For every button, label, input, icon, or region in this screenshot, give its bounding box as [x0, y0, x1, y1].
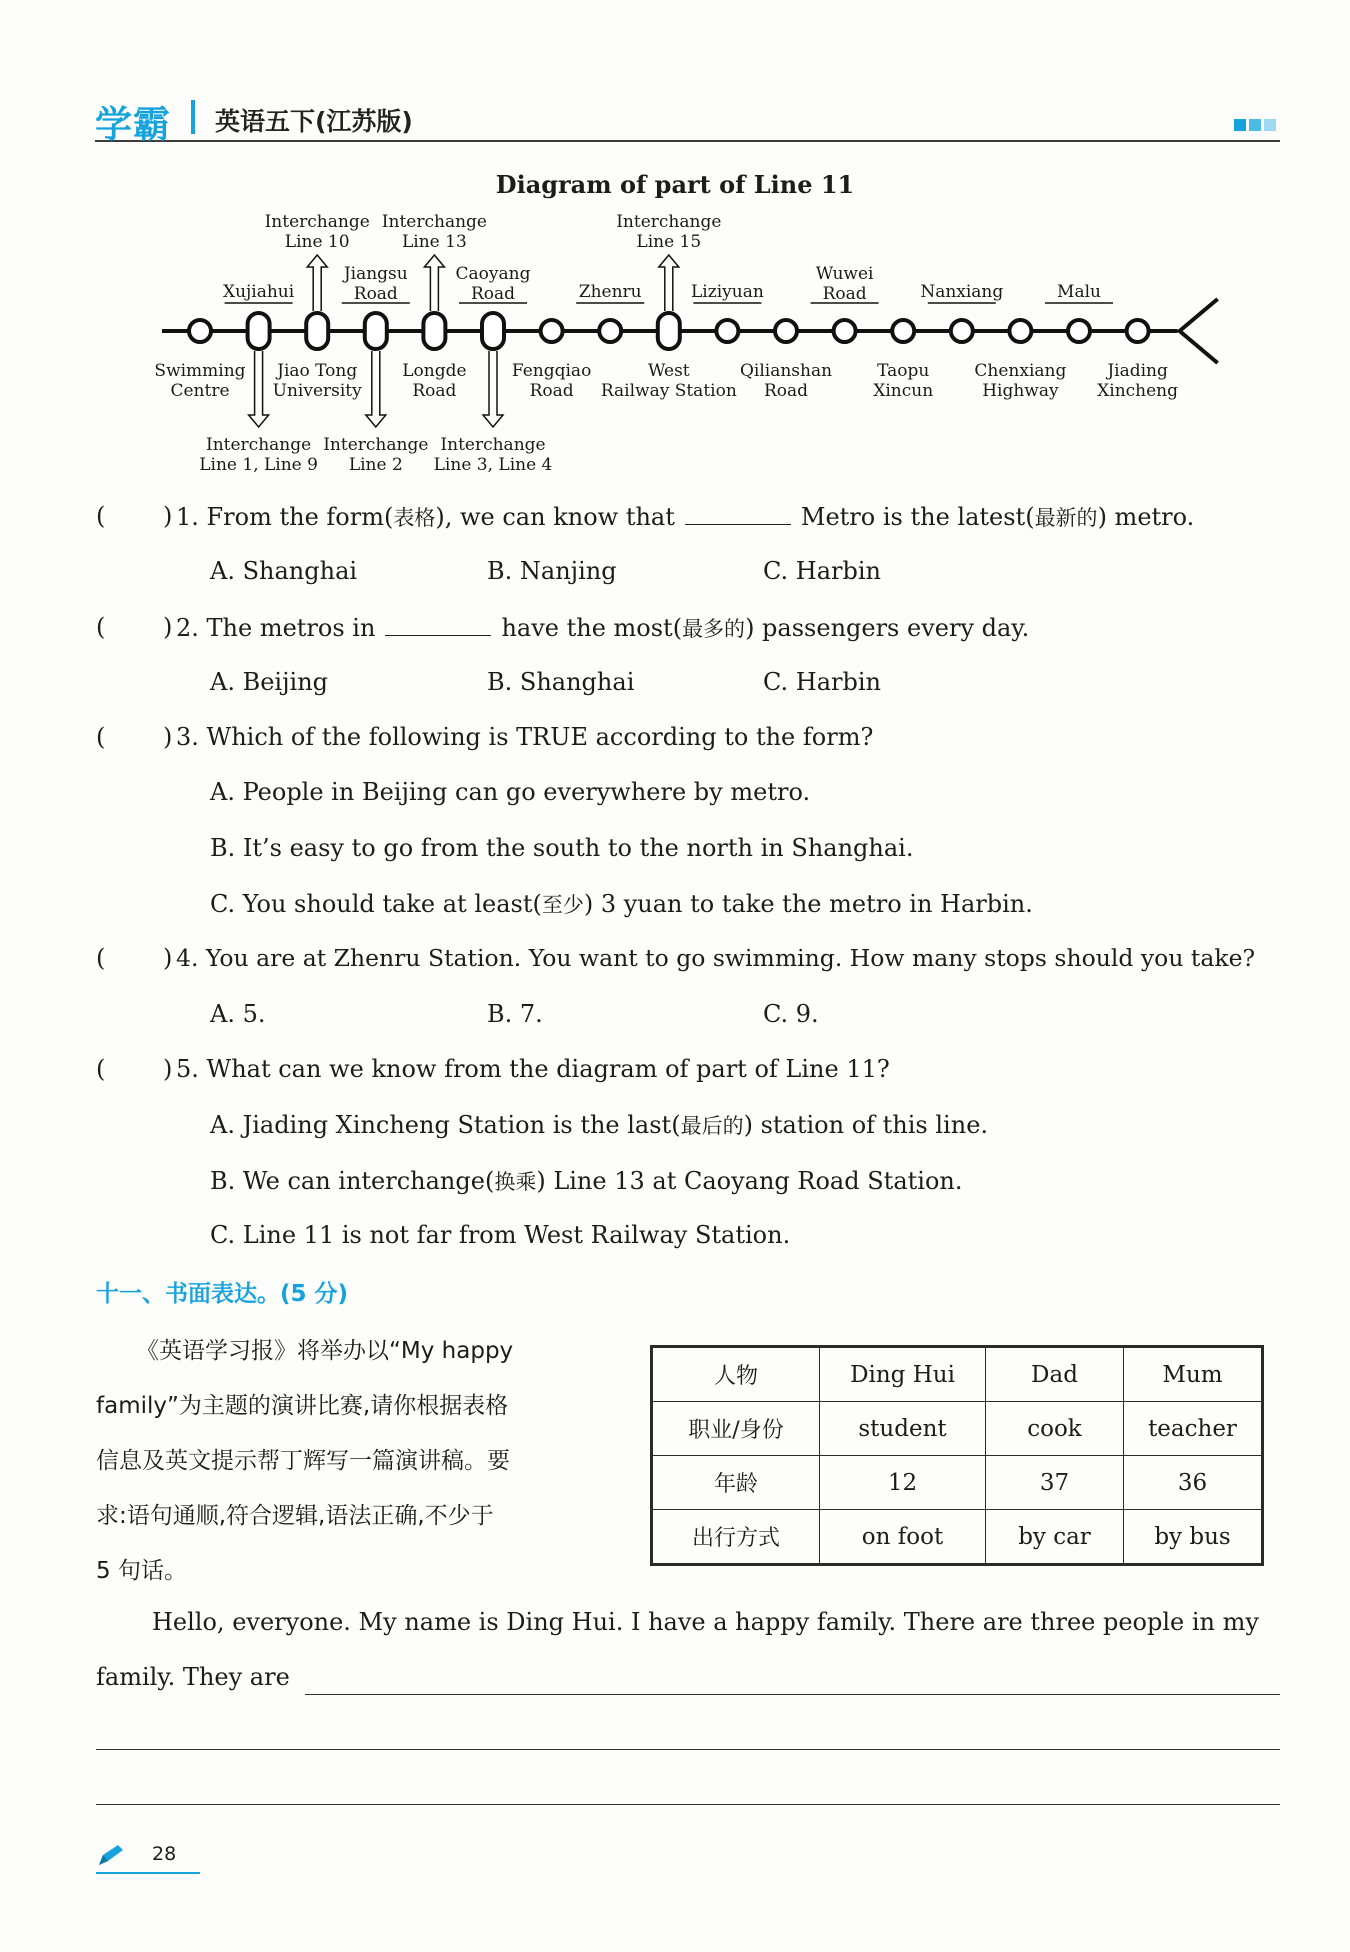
table-cell: Ding Hui	[820, 1347, 986, 1402]
interchange-station-marker	[423, 313, 445, 349]
option-3b[interactable]: B. It’s easy to go from the south to the north in Shanghai.	[210, 834, 914, 862]
answer-paren-1[interactable]: (	[96, 502, 106, 530]
option-1c[interactable]: C. Harbin	[763, 557, 881, 585]
essay-prompt: family. They are	[96, 1663, 290, 1691]
page-number: 28	[152, 1843, 177, 1865]
intro-line-3: 信息及英文提示帮丁辉写一篇演讲稿。要	[96, 1448, 510, 1474]
option-4a[interactable]: A. 5.	[210, 1000, 266, 1028]
option-3a[interactable]: A. People in Beijing can go everywhere by metro.	[210, 778, 811, 806]
intro-line-5: 5 句话。	[96, 1558, 187, 1584]
table-cell: 12	[820, 1456, 986, 1510]
station-label-west: West Railway Station	[600, 361, 737, 401]
answer-paren-2[interactable]: (	[96, 613, 106, 641]
table-row	[652, 1456, 1263, 1510]
interchange-label-jiangsu: Interchange Line 2	[323, 435, 429, 475]
interchange-station-marker	[248, 313, 270, 349]
table-cell: 37	[986, 1456, 1124, 1510]
option-2c[interactable]: C. Harbin	[763, 668, 881, 696]
station-marker	[1009, 320, 1031, 342]
table-cell: by bus	[1124, 1510, 1263, 1565]
station-label-zhenru: Zhenru	[578, 282, 642, 302]
interchange-station-marker	[658, 313, 680, 349]
station-label-wuwei: Wuwei Road	[815, 264, 874, 304]
table-cell: by car	[986, 1510, 1124, 1565]
answer-paren-5[interactable]: (	[96, 1055, 106, 1083]
intro-line-2: family”为主题的演讲比赛,请你根据表格	[96, 1393, 509, 1419]
option-2a[interactable]: A. Beijing	[210, 668, 329, 696]
station-marker	[775, 320, 797, 342]
answer-blank[interactable]	[385, 634, 491, 636]
station-marker	[1127, 320, 1149, 342]
station-label-fengqiao: Fengqiao Road	[511, 361, 592, 401]
writing-line[interactable]	[96, 1748, 1280, 1750]
station-label-xujiahui: Xujiahui	[222, 282, 295, 302]
question-2: 2. The metros in have the most(最多的) passengers every day.	[176, 614, 1030, 642]
table-cell: student	[820, 1402, 986, 1456]
interchange-arrow-down	[249, 351, 269, 427]
interchange-label-longde: Interchange Line 13	[381, 212, 487, 252]
diagram-title: Diagram of part of Line 11	[495, 170, 855, 199]
option-5b[interactable]: B. We can interchange(换乘) Line 13 at Caoyang Road Station.	[210, 1167, 963, 1195]
writing-line[interactable]	[96, 1803, 1280, 1805]
interchange-label-xujiahui: Interchange Line 1, Line 9	[199, 435, 318, 475]
table-cell: 36	[1124, 1456, 1263, 1510]
station-marker	[834, 320, 856, 342]
intro-line-1: 《英语学习报》将举办以“My happy	[136, 1338, 514, 1364]
station-label-swimming: Swimming Centre	[154, 361, 246, 401]
answer-blank[interactable]	[685, 523, 791, 525]
table-cell: cook	[986, 1402, 1124, 1456]
interchange-label-west: Interchange Line 15	[616, 212, 722, 252]
station-label-jiading: Jiading Xincheng	[1097, 361, 1179, 401]
answer-paren-3[interactable]: (	[96, 723, 106, 751]
option-4c[interactable]: C. 9.	[763, 1000, 819, 1028]
station-marker	[892, 320, 914, 342]
table-cell: Mum	[1124, 1347, 1263, 1402]
option-5a[interactable]: A. Jiading Xincheng Station is the last(最后的) station of this line.	[210, 1111, 989, 1139]
option-1a[interactable]: A. Shanghai	[210, 557, 358, 585]
interchange-label-caoyang: Interchange Line 3, Line 4	[433, 435, 553, 475]
table-cell: 年龄	[652, 1456, 820, 1510]
metro-line-diagram	[0, 205, 1350, 480]
question-1: 1. From the form(表格), we can know that Metro is the latest(最新的) metro.	[176, 503, 1195, 531]
family-info-table	[650, 1345, 1264, 1566]
station-marker	[599, 320, 621, 342]
interchange-arrow-up	[424, 255, 444, 311]
intro-line-4: 求:语句通顺,符合逻辑,语法正确,不少于	[96, 1503, 494, 1529]
station-label-chenxiang: Chenxiang Highway	[974, 361, 1067, 401]
question-4: 4. You are at Zhenru Station. You want to go swimming. How many stops should you take?	[176, 944, 1256, 972]
table-cell: on foot	[820, 1510, 986, 1565]
brand-logo: 学霸	[95, 103, 171, 146]
interchange-arrow-up	[659, 255, 679, 311]
option-4b[interactable]: B. 7.	[487, 1000, 543, 1028]
option-5c[interactable]: C. Line 11 is not far from West Railway Station.	[210, 1221, 791, 1249]
interchange-arrow-down	[366, 351, 386, 427]
question-5: 5. What can we know from the diagram of part of Line 11?	[176, 1055, 890, 1083]
station-marker	[716, 320, 738, 342]
table-row	[652, 1402, 1263, 1456]
station-marker	[1068, 320, 1090, 342]
book-title: 英语五下(江苏版)	[215, 107, 413, 136]
station-label-jiaotong: Jiao Tong University	[272, 361, 362, 401]
logo-divider	[191, 100, 195, 134]
essay-opening: Hello, everyone. My name is Ding Hui. I have a happy family. There are three people in my	[152, 1608, 1259, 1636]
table-cell: Dad	[986, 1347, 1124, 1402]
page-number-underline	[96, 1872, 200, 1874]
interchange-arrow-down	[483, 351, 503, 427]
table-cell: 出行方式	[652, 1510, 820, 1565]
station-label-nanxiang: Nanxiang	[920, 282, 1004, 302]
station-label-longde: Longde Road	[402, 361, 467, 401]
table-header-row	[652, 1347, 1263, 1402]
table-cell: 人物	[652, 1347, 820, 1402]
table-cell: teacher	[1124, 1402, 1263, 1456]
page-header	[95, 88, 1280, 146]
header-decoration	[1231, 116, 1276, 135]
section-title: 十一、书面表达。(5 分)	[96, 1281, 349, 1307]
table-cell: 职业/身份	[652, 1402, 820, 1456]
option-1b[interactable]: B. Nanjing	[487, 557, 617, 585]
station-label-liziyuan: Liziyuan	[691, 282, 764, 302]
station-label-qilianshan: Qilianshan Road	[739, 361, 833, 401]
table-row	[652, 1510, 1263, 1565]
pencil-icon	[96, 1843, 126, 1869]
station-label-taopu: Taopu Xincun	[873, 361, 934, 401]
interchange-station-marker	[482, 313, 504, 349]
station-marker	[541, 320, 563, 342]
answer-paren-4[interactable]: (	[96, 944, 106, 972]
interchange-label-jiaotong: Interchange Line 10	[264, 212, 370, 252]
station-label-jiangsu: Jiangsu Road	[343, 264, 408, 304]
interchange-station-marker	[365, 313, 387, 349]
writing-line[interactable]	[305, 1693, 1280, 1695]
line-end-marker	[1180, 299, 1218, 363]
station-label-caoyang: Caoyang Road	[455, 264, 531, 304]
station-marker	[951, 320, 973, 342]
option-3c[interactable]: C. You should take at least(至少) 3 yuan to take the metro in Harbin.	[210, 890, 1033, 918]
option-2b[interactable]: B. Shanghai	[487, 668, 635, 696]
station-marker	[189, 320, 211, 342]
station-label-malu: Malu	[1057, 282, 1101, 302]
interchange-arrow-up	[307, 255, 327, 311]
interchange-station-marker	[306, 313, 328, 349]
question-3: 3. Which of the following is TRUE according to the form?	[176, 723, 874, 751]
